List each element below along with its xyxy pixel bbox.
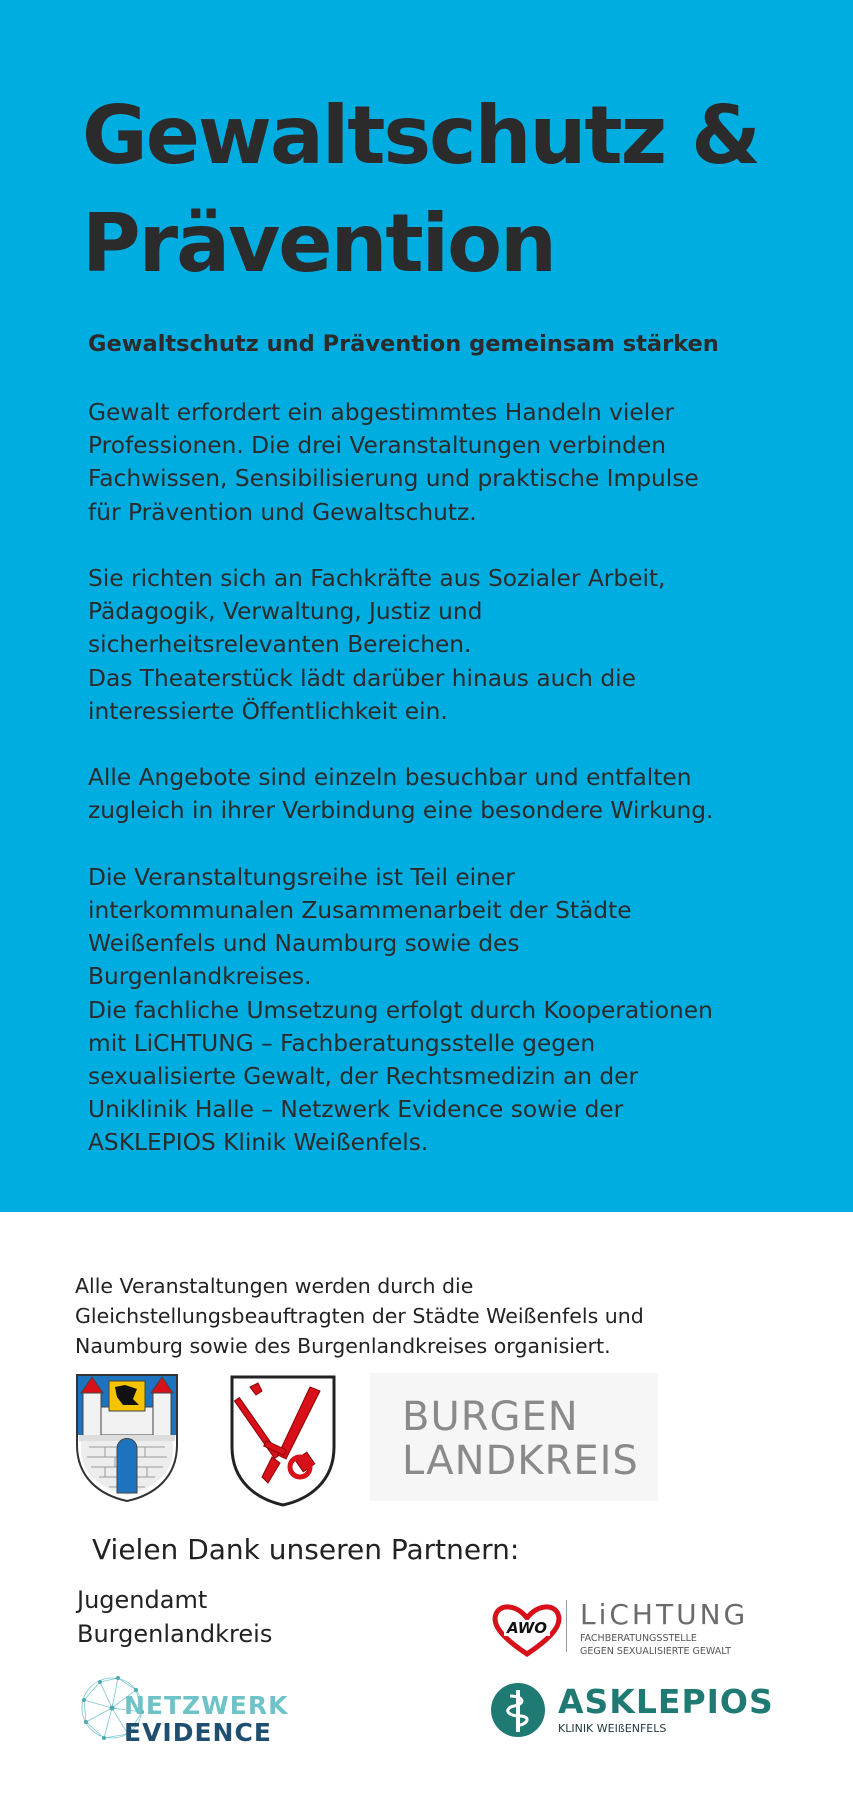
text-line: zugleich in ihrer Verbindung eine besondere Wirkung. [88,797,714,825]
text-line: Professionen. Die drei Veranstaltungen verbinden [88,432,667,460]
text-line: mit LiCHTUNG – Fachberatungsstelle gegen [88,1029,596,1057]
text-line: sexualisierte Gewalt, der Rechtsmedizin an der [88,1063,639,1091]
asklepios-name: ASKLEPIOS [558,1682,774,1721]
text-line: Die Veranstaltungsreihe ist Teil einer [88,863,515,891]
lichtung-wordmark [580,1598,748,1658]
text-line: Burgenlandkreises. [88,963,312,991]
text-line: sicherheitsrelevanten Bereichen. [88,631,472,659]
text-line: Alle Veranstaltungen werden durch die [75,1274,474,1298]
text-line: Gleichstellungsbeauftragten der Städte Weißenfels und [75,1304,644,1328]
netzwerk-line: NETZWERK [124,1691,289,1720]
paragraph-offers [88,761,828,827]
partners-heading: Vielen Dank unseren Partnern: [92,1533,520,1566]
netzwerk-wordmark [124,1692,288,1746]
page-title [82,82,759,298]
text-line: Sie richten sich an Fachkräfte aus Sozialer Arbeit, [88,565,666,592]
organizers-note [75,1271,644,1361]
awo-lichtung-logo [490,1598,750,1662]
subtitle: Gewaltschutz und Prävention gemeinsam stärken [88,331,719,357]
text-line: Fachwissen, Sensibilisierung und praktische Impulse [88,465,699,493]
asklepios-subtitle: KLINIK WEIßENFELS [558,1722,667,1735]
text-line: interessierte Öffentlichkeit ein. [88,697,448,725]
text-line: Die fachliche Umsetzung erfolgt durch Kooperationen [88,996,713,1024]
text-line: Das Theaterstück lädt darüber hinaus auch die [88,664,636,692]
burgenlandkreis-wordmark [402,1395,639,1483]
text-line: ASKLEPIOS Klinik Weißenfels. [88,1129,429,1157]
text-line: FACHBERATUNGSSTELLE [580,1633,697,1644]
awo-heart-icon [490,1602,564,1658]
asklepios-staff-icon [490,1682,546,1738]
title-line: Prävention [82,197,556,290]
text-line: Naumburg sowie des Burgenlandkreises organisiert. [75,1334,611,1358]
divider [566,1600,567,1652]
title-line: Gewaltschutz & [82,89,759,182]
text-line: Alle Angebote sind einzeln besuchbar und entfalten [88,764,692,792]
lichtung-subtitle [580,1632,748,1658]
text-line: Uniklinik Halle – Netzwerk Evidence sowie der [88,1096,624,1124]
partner-jugendamt [77,1583,272,1651]
text-line: Gewalt erfordert ein abgestimmtes Handeln vieler [88,399,675,426]
asklepios-logo [490,1680,774,1742]
logo-line: LANDKREIS [402,1438,639,1484]
text-line: Weißenfels und Naumburg sowie des [88,930,520,958]
naumburg-crest-icon [228,1373,338,1507]
text-line: Jugendamt [77,1586,208,1614]
weissenfels-crest-logo [75,1373,179,1503]
text-line: für Prävention und Gewaltschutz. [88,498,477,526]
awo-badge-text: AWO [506,1619,548,1637]
paragraph-cooperation [88,861,828,1160]
weissenfels-crest-icon [75,1373,179,1503]
paragraph-intro [88,396,828,529]
burgenlandkreis-logo [370,1373,658,1501]
naumburg-crest-logo [228,1373,338,1507]
text-line: Pädagogik, Verwaltung, Justiz und [88,598,483,626]
logo-line: BURGEN [402,1394,579,1440]
netzwerk-evidence-logo [78,1670,298,1750]
text-line: interkommunalen Zusammenarbeit der Städte [88,897,632,924]
text-line: GEGEN SEXUALISIERTE GEWALT [580,1646,732,1657]
paragraph-audience [88,562,828,728]
evidence-line: EVIDENCE [124,1718,272,1747]
text-line: Burgenlandkreis [77,1620,273,1648]
body-text [88,396,828,1193]
lichtung-name: LiCHTUNG [580,1598,749,1631]
